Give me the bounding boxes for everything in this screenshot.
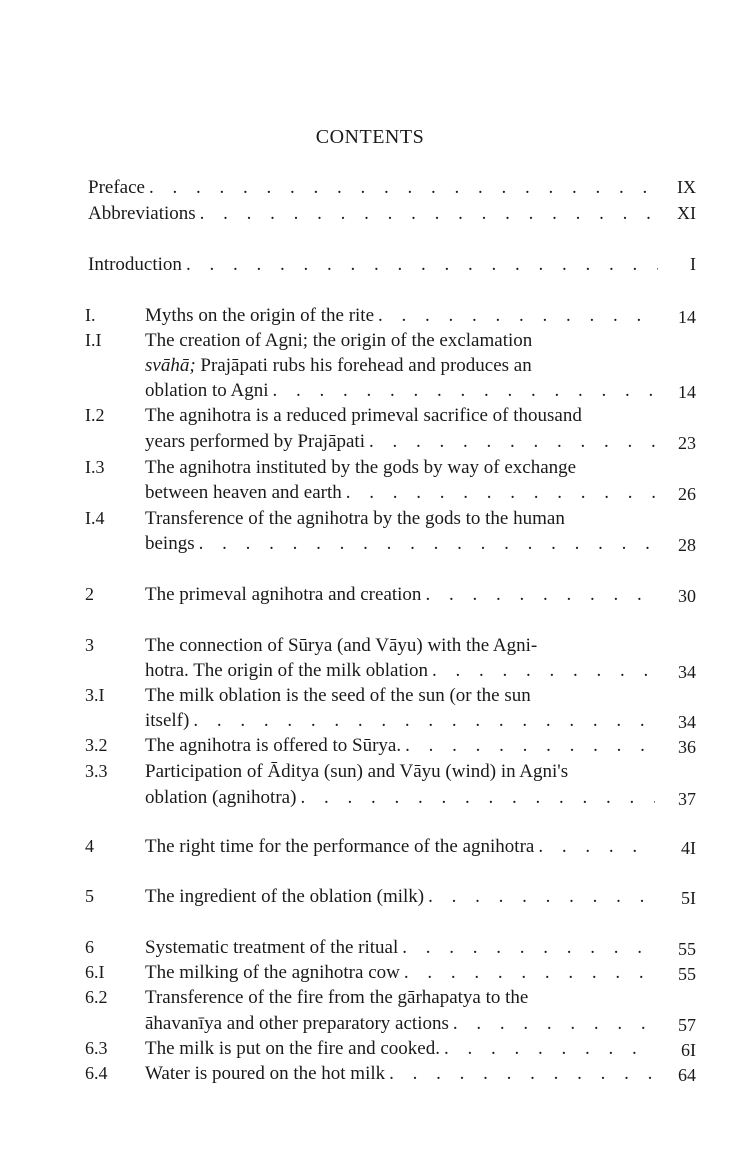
- toc-entry-1[interactable]: Myths on the origin of the rite . . .: [145, 303, 655, 328]
- toc-entry-6-4[interactable]: Water is poured on the hot milk . . .: [145, 1061, 655, 1086]
- section-number: 6.2: [85, 987, 108, 1007]
- section-number: 6.3: [85, 1038, 108, 1058]
- toc-entry-3-3-line2: oblation (agnihotra) . . .: [145, 785, 655, 810]
- toc-entry-3-3[interactable]: Participation of Āditya (sun) and Vāyu (wind) in Agni's: [145, 761, 569, 782]
- toc-entry-1-4-line2: beings . . .: [145, 531, 655, 556]
- page-title: CONTENTS: [315, 126, 425, 148]
- page-number: 34: [678, 712, 696, 732]
- toc-entry-1-3-line2: between heaven and earth . . .: [145, 480, 655, 505]
- page-number: 28: [678, 535, 696, 555]
- page-number: IX: [677, 177, 696, 197]
- page-number: 57: [678, 1015, 696, 1035]
- toc-preface[interactable]: Preface . . .: [88, 175, 658, 200]
- toc-entry-1-3[interactable]: The agnihotra instituted by the gods by way of exchange: [145, 457, 577, 478]
- section-number: 4: [85, 836, 94, 856]
- toc-entry-3-1-line2: itself) . . .: [145, 708, 655, 733]
- section-number: 3.I: [85, 685, 105, 705]
- toc-entry-4[interactable]: The right time for the performance of the agnihotra . . .: [145, 834, 655, 859]
- toc-entry-6-2-line2: āhavanīya and other preparatory actions . . .: [145, 1011, 655, 1036]
- toc-entry-6-1[interactable]: The milking of the agnihotra cow . . .: [145, 960, 655, 985]
- toc-entry-3-1[interactable]: The milk oblation is the seed of the sun (or the sun: [145, 685, 531, 706]
- page-number: 34: [678, 662, 696, 682]
- toc-entry-1-1-line2: svāhā; Prajāpati rubs his forehead and produces an: [145, 355, 532, 376]
- page-number: 5I: [681, 888, 696, 908]
- page-number: 14: [678, 382, 696, 402]
- page-number: 55: [678, 939, 696, 959]
- toc-entry-3-2[interactable]: The agnihotra is offered to Sūrya. . . .: [145, 733, 655, 758]
- toc-entry-1-2-line2: years performed by Prajāpati . . .: [145, 429, 655, 454]
- section-number: I.I: [85, 330, 102, 350]
- toc-abbreviations[interactable]: Abbreviations . . .: [88, 201, 658, 226]
- page-number: 30: [678, 586, 696, 606]
- toc-introduction[interactable]: Introduction . . .: [88, 252, 658, 277]
- page-number: XI: [677, 203, 696, 223]
- page-number: 36: [678, 737, 696, 757]
- section-number: 6: [85, 937, 94, 957]
- section-number: I.4: [85, 508, 105, 528]
- toc-entry-1-4[interactable]: Transference of the agnihotra by the gods to the human: [145, 508, 565, 529]
- toc-entry-3[interactable]: The connection of Sūrya (and Vāyu) with the Agni-: [145, 635, 538, 656]
- toc-entry-1-2[interactable]: The agnihotra is a reduced primeval sacrifice of thousand: [145, 405, 582, 426]
- toc-entry-1-1[interactable]: The creation of Agni; the origin of the exclamation: [145, 330, 533, 351]
- section-number: 5: [85, 886, 94, 906]
- page-number: I: [690, 254, 696, 274]
- section-number: 3.2: [85, 735, 108, 755]
- section-number: 3.3: [85, 761, 108, 781]
- section-number: I.2: [85, 405, 105, 425]
- toc-entry-2[interactable]: The primeval agnihotra and creation . . .: [145, 582, 655, 607]
- toc-entry-6[interactable]: Systematic treatment of the ritual . . .: [145, 935, 655, 960]
- section-number: I.3: [85, 457, 105, 477]
- toc-entry-3-line2: hotra. The origin of the milk oblation . . .: [145, 658, 655, 683]
- page-number: 4I: [681, 838, 696, 858]
- section-number: 6.4: [85, 1063, 108, 1083]
- toc-entry-6-3[interactable]: The milk is put on the fire and cooked. . . .: [145, 1036, 655, 1061]
- page-number: 64: [678, 1065, 696, 1085]
- toc-entry-6-2[interactable]: Transference of the fire from the gārhapatya to the: [145, 987, 529, 1008]
- page-number: 55: [678, 964, 696, 984]
- toc-entry-5[interactable]: The ingredient of the oblation (milk) . . .: [145, 884, 655, 909]
- page-number: 26: [678, 484, 696, 504]
- page-number: 23: [678, 433, 696, 453]
- section-number: I.: [85, 305, 96, 325]
- section-number: 6.I: [85, 962, 105, 982]
- page-number: 14: [678, 307, 696, 327]
- page-number: 37: [678, 789, 696, 809]
- section-number: 3: [85, 635, 94, 655]
- page-number: 6I: [681, 1040, 696, 1060]
- toc-entry-1-1-line3: oblation to Agni . . .: [145, 378, 655, 403]
- section-number: 2: [85, 584, 94, 604]
